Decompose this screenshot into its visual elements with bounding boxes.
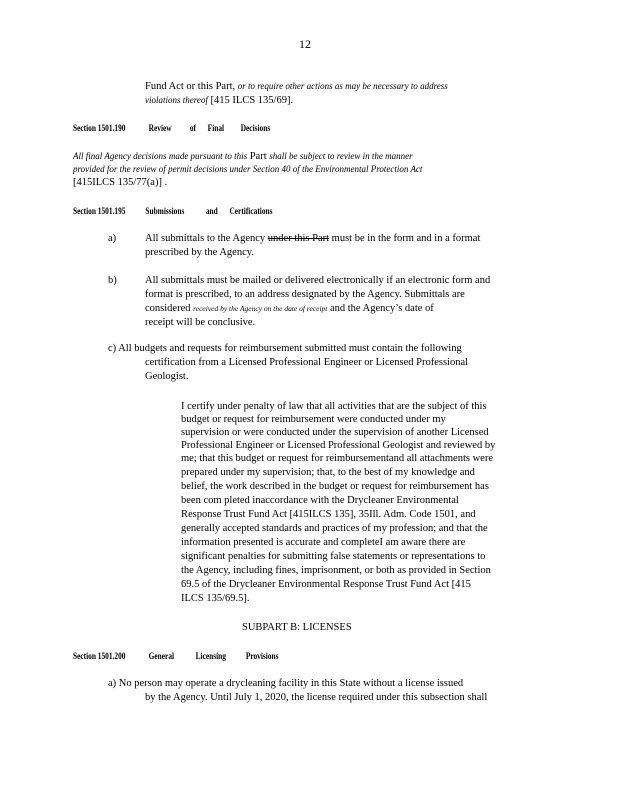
item-c-line-1: c) All budgets and requests for reimbursement submitted must contain the following [108,343,462,354]
subpart-heading: SUBPART B: LICENSES [242,622,352,633]
section-200-number: Section 1501.200 [73,651,126,661]
intro-line-1-plain: Fund Act or this Part, [145,81,236,92]
certification-line: significant penalties for submitting false statements or representations to [181,551,486,562]
item-a-struck-text: under this Part [267,233,330,244]
section-200-title-word: Provisions [245,651,279,661]
intro-line-1 [145,80,448,93]
certification-line: prepared under my supervision; that, to the best of my knowledge and [181,467,475,478]
certification-line: I certify under penalty of law that all activities that are the subject of this [181,401,487,412]
item-b-italic-text: received by the Agency on the date of receipt [193,304,328,313]
item-a-text: All submittals to the Agency [145,233,266,244]
item-a-line-2: prescribed by the Agency. [145,247,254,258]
section-190-number: Section 1501.190 [73,123,126,133]
certification-line: the Agency, including fines, imprisonment, or both as provided in Section [181,565,491,576]
certification-line: belief, the work described in the budget or request for reimbursement has [181,481,489,492]
section-200-title-word: General [148,651,175,661]
item-a-text: must be in the form and in a format [331,233,481,244]
section-190-body-italic: All final Agency decisions made pursuant to this [73,151,248,161]
section-190-body-italic: shall be subject to review in the manner [269,151,413,161]
section-190-title-word: of [189,123,196,133]
item-c-line-2: certification from a Licensed Professional Engineer or Licensed Professional [145,357,469,368]
section-195-title-word: Certifications [229,206,273,216]
certification-line: me; that this budget or request for reimbursementand all attachments were [181,453,493,464]
section-190-title-word: Review [148,123,172,133]
section-195-heading [73,206,272,216]
item-b-line-4: receipt will be conclusive. [145,317,256,328]
section-190-title-word: Decisions [240,123,271,133]
section-200-item-a-line-1: a) No person may operate a drycleaning facility in this State without a license issued [108,678,464,689]
section-195-title-word: Submissions [145,206,185,216]
item-b-text: considered [145,303,191,314]
item-a-line-1 [145,232,480,245]
page-number: 12 [299,37,311,51]
item-a-marker: a) [108,233,117,244]
section-200-item-a-line-2: by the Agency. Until July 1, 2020, the license required under this subsection shall [145,692,488,703]
certification-line: budget or request for reimbursement were conducted under my [181,414,446,425]
section-200-title-word: Licensing [195,651,226,661]
section-190-body-plain: Part [249,151,267,162]
item-b-line-2: format is prescribed, to an address designated by the Agency. Submittals are [145,289,465,300]
certification-line: information presented is accurate and completeI am aware there are [181,537,466,548]
section-200-heading [73,651,278,661]
item-c-line-3: Geologist. [145,371,189,382]
intro-line-1-italic: or to require other actions as may be necessary to address [237,81,448,91]
intro-line-2-plain: [415 ILCS 135/69]. [210,95,294,106]
section-190-body-line-3: [415ILCS 135/77(a)] . [73,177,168,188]
section-195-title-word: and [205,206,218,216]
intro-line-2-italic: violations thereof [145,95,208,105]
intro-line-2 [145,94,293,107]
certification-line: supervision or were conducted under the supervision of another Licensed [181,427,489,438]
certification-line: been com pleted inaccordance with the Drycleaner Environmental [181,495,459,506]
item-b-marker: b) [108,275,117,286]
section-195-number: Section 1501.195 [73,206,126,216]
certification-line: Professional Engineer or Licensed Professional Geologist and reviewed by [181,440,496,451]
certification-line: generally accepted standards and practices of my profession; and that the [181,523,488,534]
item-b-line-1: All submittals must be mailed or delivered electronically if an electronic form and [145,275,491,286]
section-190-heading [73,123,270,133]
section-190-body-line-1 [73,150,413,163]
item-b-line-3 [145,302,434,315]
certification-line: ILCS 135/69.5]. [181,593,250,604]
certification-line: Response Trust Fund Act [415ILCS 135], 35Ill. Adm. Code 1501, and [181,509,476,520]
certification-line: 69.5 of the Drycleaner Environmental Response Trust Fund Act [415 [181,579,471,590]
item-b-text: and the Agency’s date of [329,303,434,314]
section-190-body-line-2: provided for the review of permit decisions under Section 40 of the Environmental Protection Act [73,164,423,174]
section-190-title-word: Final [207,123,225,133]
